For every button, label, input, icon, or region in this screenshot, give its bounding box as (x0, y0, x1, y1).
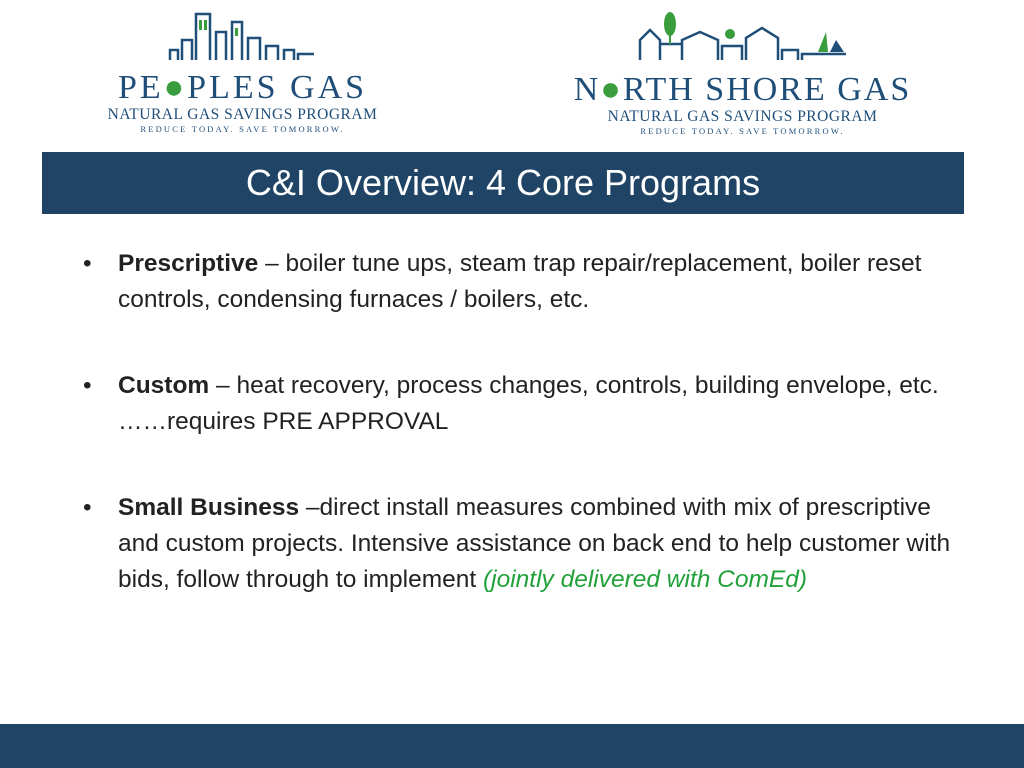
bullet-text: – heat recovery, process changes, controls, building envelope, etc. ……requires PRE APPROVAL (118, 372, 939, 435)
north-shore-gas-logo (565, 10, 920, 137)
program-list (80, 246, 960, 648)
peoples-gas-wordmark: PE●PLES GAS (117, 69, 368, 106)
peoples-gas-logo (85, 10, 400, 135)
bullet-text: – boiler tune ups, steam trap repair/replacement, boiler reset controls, condensing furnaces / boilers, etc. (118, 250, 922, 313)
bullet-term: Small Business (118, 494, 300, 521)
bullet-highlight: (jointly delivered with ComEd) (482, 566, 808, 593)
footer-bar (0, 724, 1024, 768)
northshore-program-name: NATURAL GAS SAVINGS PROGRAM (607, 108, 878, 125)
northshore-tagline: REDUCE TODAY. SAVE TOMORROW. (640, 126, 845, 136)
title-bar (42, 152, 964, 214)
houses-skyline-icon (638, 10, 848, 66)
slide-title: C&I Overview: 4 Core Programs (245, 162, 761, 203)
bullet-term: Prescriptive (118, 250, 259, 277)
bullet-prescriptive (80, 246, 960, 318)
bullet-text: –direct install measures combined with mix of prescriptive and custom projects. Intensive assistance on back end to help customer with bids, follow through to implement (118, 494, 951, 593)
city-skyline-icon (168, 10, 318, 66)
bullet-small-business (80, 490, 960, 598)
bullet-term: Custom (118, 372, 210, 399)
north-shore-gas-wordmark: N●RTH SHORE GAS (573, 71, 912, 108)
flame-icon: ● (600, 71, 623, 108)
flame-icon: ● (163, 69, 188, 106)
peoples-program-name: NATURAL GAS SAVINGS PROGRAM (107, 106, 378, 123)
peoples-tagline: REDUCE TODAY. SAVE TOMORROW. (140, 124, 345, 134)
bullet-custom (80, 368, 960, 440)
